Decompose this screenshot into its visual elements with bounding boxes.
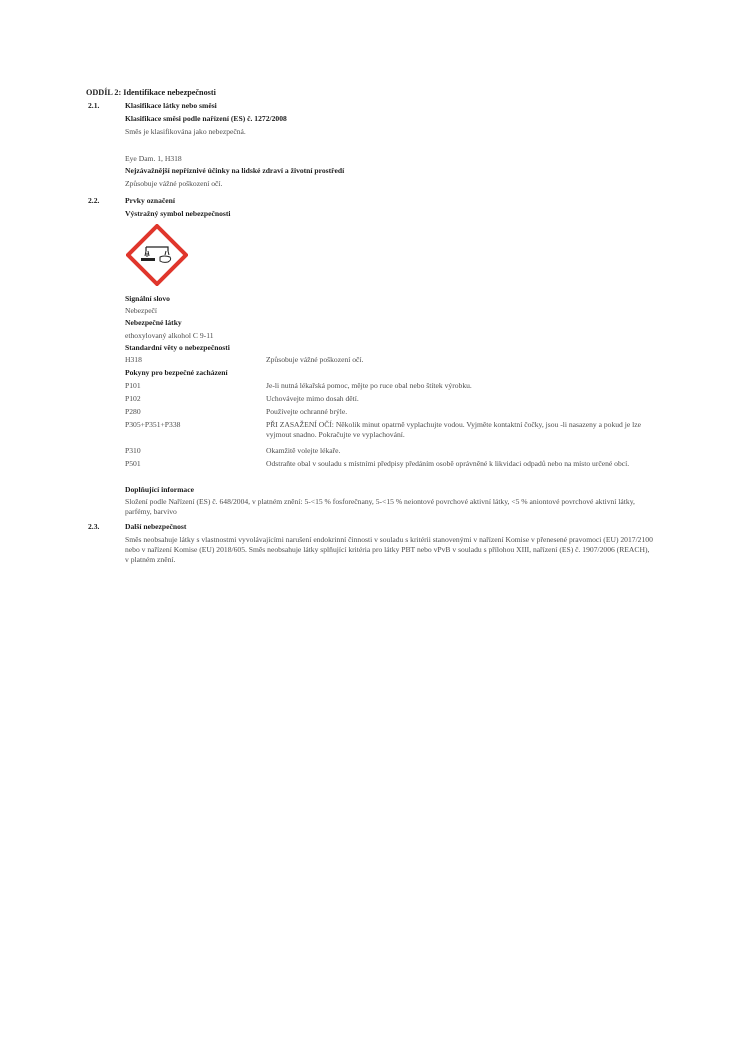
p-statements-heading: Pokyny pro bezpečné zacházení xyxy=(125,368,228,377)
h-statement-text: Způsobuje vážné poškození očí. xyxy=(266,355,364,364)
symbol-heading: Výstražný symbol nebezpečnosti xyxy=(125,209,231,218)
p-statement-code: P102 xyxy=(125,394,141,403)
other-hazards-text: Směs neobsahuje látky s vlastnostmi vyvolávajícími narušení endokrinní činnosti v souladu s kritérii stanovenými v nařízení Komise v přenesené pravomoci (EU) 2017/2100 nebo v nařízení Komise (EU) 2018/605. Směs neobsahuje látky splňující kritéria pro látky PBT nebo vPvB v souladu s přílohou XIII, nařízení (ES) č. 1907/2006 (REACH), v platném znění. xyxy=(125,535,653,564)
p-statement-text: Okamžitě volejte lékaře. xyxy=(266,446,341,455)
p-statement-text: Odstraňte obal v souladu s místními předpisy předáním osobě oprávněné k likvidaci odpadů nebo na místo určené obcí. xyxy=(266,459,630,468)
h-statements-heading: Standardní věty o nebezpečnosti xyxy=(125,343,230,352)
p-statement-code: P305+P351+P338 xyxy=(125,420,181,429)
subsection-number-2-1: 2.1. xyxy=(88,101,100,110)
subsection-number-2-2: 2.2. xyxy=(88,196,100,205)
p-statement-text: Používejte ochranné brýle. xyxy=(266,407,348,416)
signal-word: Nebezpečí xyxy=(125,306,158,315)
classification-code: Eye Dam. 1, H318 xyxy=(125,154,182,163)
classification-heading: Klasifikace směsi podle nařízení (ES) č. 1272/2008 xyxy=(125,114,287,123)
additional-info-heading: Doplňující informace xyxy=(125,485,194,494)
additional-info-text: Složení podle Nařízení (ES) č. 648/2004, v platném znění: 5-<15 % fosforečnany, 5-<15 % neiontové povrchové aktivní látky, <5 % aniontové povrchové aktivní látky, parfémy, barvivo xyxy=(125,497,635,516)
effects-heading: Nejzávažnější nepříznivé účinky na lidské zdraví a životní prostředí xyxy=(125,166,345,175)
classification-text: Směs je klasifikována jako nebezpečná. xyxy=(125,127,246,136)
subsection-number-2-3: 2.3. xyxy=(88,522,100,531)
subsection-title-2-3: Další nebezpečnost xyxy=(125,522,187,531)
p-statement-text: Je-li nutná lékařská pomoc, mějte po ruce obal nebo štítek výrobku. xyxy=(266,381,472,390)
p-statement-code: P101 xyxy=(125,381,141,390)
subsection-title-2-2: Prvky označení xyxy=(125,196,175,205)
hazardous-substance: ethoxylovaný alkohol C 9-11 xyxy=(125,331,214,340)
p-statement-code: P310 xyxy=(125,446,141,455)
effects-text: Způsobuje vážné poškození očí. xyxy=(125,179,223,188)
p-statement-text: PŘI ZASAŽENÍ OČÍ: Několik minut opatrně vyplachujte vodou. Vyjměte kontaktní čočky, jsou -li nasazeny a pokud je lze vyjmout snadno. Pokračujte ve vyplachování. xyxy=(266,420,641,439)
h-statement-code: H318 xyxy=(125,355,142,364)
p-statement-text: Uchovávejte mimo dosah dětí. xyxy=(266,394,359,403)
p-statement-code: P280 xyxy=(125,407,141,416)
ghs05-corrosion-icon xyxy=(126,224,188,286)
hazardous-substances-heading: Nebezpečné látky xyxy=(125,318,182,327)
p-statement-code: P501 xyxy=(125,459,141,468)
section-title: ODDÍL 2: Identifikace nebezpečnosti xyxy=(86,88,216,97)
subsection-title-2-1: Klasifikace látky nebo směsi xyxy=(125,101,217,110)
signal-word-heading: Signální slovo xyxy=(125,294,170,303)
